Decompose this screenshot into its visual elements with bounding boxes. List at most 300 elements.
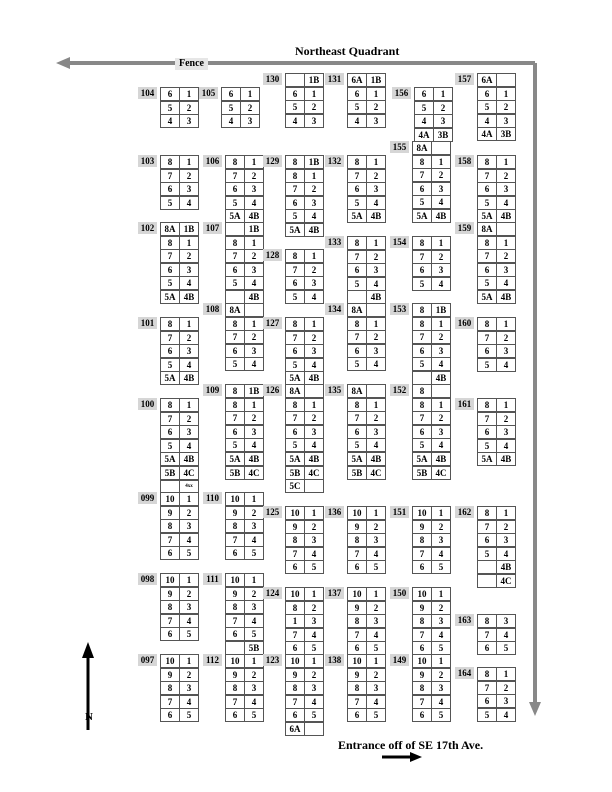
plot-cell: 4 [496,276,516,290]
plot-cell: 5A [285,452,305,466]
plot-cell: 4 [347,114,367,128]
plot-cell: 5 [179,708,199,722]
plot-cell: 5 [160,358,180,372]
plot-cell: 2 [496,169,516,183]
block-label-135: 135 [325,384,344,396]
plot-cell: 8 [477,506,497,520]
plot-cell: 2 [304,182,324,196]
plot-cell: 1B [244,222,264,236]
plot-cell: 4 [244,614,264,628]
plot-cell: 6 [160,182,180,196]
plot-cell: 4 [477,114,497,128]
plot-cell: 4 [179,439,199,453]
plot-cell: 5 [225,276,245,290]
plot-cell: 8 [285,249,305,263]
plot-cell: 6 [477,425,497,439]
block-label-105: 105 [199,87,218,99]
plot-cell: 4 [366,695,386,709]
plot-cell: 5 [179,546,199,560]
plot-cell: 5A [477,452,497,466]
plot-cell: 7 [347,547,367,561]
plot-cell: 1 [496,506,516,520]
plot-cell [366,303,386,317]
plot-cell: 8A [477,222,497,236]
plot-cell [366,384,386,398]
plot-cell: 2 [366,601,386,615]
plot-cell: 4B [304,452,324,466]
plot-cell: 5 [477,100,497,114]
plot-cell: 3 [496,425,516,439]
plot-cell: 2 [366,250,386,264]
plot-cell: 2 [244,506,264,520]
plot-cell: 5 [160,276,180,290]
plot-cell: 8A [412,141,432,155]
plot-cell: 1 [240,87,260,101]
plot-cell: 3B [433,128,453,142]
plot-cell: 2 [179,249,199,263]
plot-cell: 5C [285,479,305,493]
plot-cell: 5A [225,452,245,466]
plot-cell: 9 [285,520,305,534]
plot-cell: 8 [285,533,305,547]
plot-cell: 8 [285,317,305,331]
plot-cell: 7 [285,411,305,425]
plot-cell: 4B [304,223,324,237]
plot-cell: 2 [496,249,516,263]
plot-cell: 5 [160,439,180,453]
plot-cell: 9 [160,668,180,682]
plot-cell: 10 [160,573,180,587]
plot-cell: 6 [225,182,245,196]
plot-cell: 1 [496,398,516,412]
plot-cell: 6 [160,344,180,358]
plot-cell: 3 [304,681,324,695]
plot-cell: 9 [160,587,180,601]
plot-cell [304,479,324,493]
block-label-103: 103 [138,155,157,167]
plot-cell: 3 [304,114,324,128]
plot-cell: 3 [496,263,516,277]
plot-cell: 5 [244,546,264,560]
plot-cell: 5 [285,209,305,223]
block-label-099: 099 [138,492,157,504]
fence-label: Fence [175,58,208,70]
plot-cell: 7 [412,547,432,561]
plot-cell: 9 [225,668,245,682]
plot-cell: 4 [179,533,199,547]
plot-cell: 4 [304,358,324,372]
block-label-161: 161 [455,398,474,410]
plot-cell: 5 [347,277,367,291]
plot-cell: 5B [225,466,245,480]
plot-cell: 5 [366,708,386,722]
plot-cell: 4 [366,196,386,210]
block-label-130: 130 [263,73,282,85]
plot-cell: 5 [304,641,324,655]
plot-cell: 5 [304,708,324,722]
plot-cell: 3 [496,182,516,196]
plot-cell: 10 [285,654,305,668]
plot-cell: 9 [160,506,180,520]
plot-cell: 5 [414,101,434,115]
plot-cell: 6 [221,87,241,101]
plot-cell: 2 [366,520,386,534]
plot-cell: 4 [244,695,264,709]
plot-cell: 7 [477,412,497,426]
plot-cell [431,384,451,398]
plot-cell: 7 [225,695,245,709]
plot-cell: 10 [347,506,367,520]
plot-cell: 9 [225,506,245,520]
plot-cell: 4 [366,277,386,291]
plot-cell: 3 [496,694,516,708]
plot-cell: 4 [431,628,451,642]
plot-cell: 2 [179,169,199,183]
plot-cell: 3 [431,344,451,358]
plot-cell: 2 [179,331,199,345]
plot-cell: 3 [304,614,324,628]
plot-cell: 6 [347,641,367,655]
plot-cell: 2 [304,100,324,114]
fence-arrow-left [56,57,70,69]
plot-cell: 2 [431,520,451,534]
plot-cell: 8 [412,236,432,250]
plot-cell: 5A [225,209,245,223]
plot-cell: 8 [347,317,367,331]
plot-cell: 10 [285,587,305,601]
plot-cell: 3 [366,425,386,439]
plot-cell: 9 [285,668,305,682]
plot-cell: 4B [179,452,199,466]
plot-cell: 6 [412,425,432,439]
plot-cell: 1 [431,317,451,331]
plot-cell: 1 [496,236,516,250]
plot-cell: 8 [160,236,180,250]
plot-cell: 4 [244,276,264,290]
plot-cell: 5A [160,290,180,304]
plot-cell: 4C [304,466,324,480]
plot-cell: 2 [431,668,451,682]
plot-cell: 4A [414,128,434,142]
plot-cell: 10 [412,506,432,520]
block-label-164: 164 [455,667,474,679]
plot-cell: 4 [304,547,324,561]
plot-cell: 8 [225,681,245,695]
plot-cell [304,384,324,398]
plot-cell: 9 [412,601,432,615]
plot-cell: 1 [496,155,516,169]
plot-cell: 4 [431,438,451,452]
plot-cell: 4B [366,290,386,304]
plot-cell: 4B [244,290,264,304]
plot-cell: 7 [412,628,432,642]
plot-cell: 4 [221,114,241,128]
plot-cell: 2 [244,587,264,601]
plot-cell: 1 [304,87,324,101]
plot-cell: 4 [431,695,451,709]
plot-cell: 8 [285,398,305,412]
plot-cell [496,73,516,87]
plot-cell: 2 [304,263,324,277]
plot-cell: 3 [366,182,386,196]
plot-cell: 8 [225,600,245,614]
plot-cell: 6 [477,263,497,277]
plot-cell: 4B [179,290,199,304]
plot-cell [244,303,264,317]
plot-cell: 7 [477,169,497,183]
plot-cell: 3 [244,600,264,614]
plot-cell: 6 [285,425,305,439]
plot-cell: 8 [347,398,367,412]
plot-cell: 7 [412,695,432,709]
plot-cell: 2 [431,168,451,182]
map-title: Northeast Quadrant [295,44,400,58]
plot-cell: 3 [366,263,386,277]
plot-cell: 6 [285,344,305,358]
plot-cell: 5A [160,452,180,466]
block-label-098: 098 [138,573,157,585]
plot-cell: 1 [304,317,324,331]
plot-cell: 8 [225,398,245,412]
plot-cell: 6 [225,263,245,277]
plot-cell: 5 [347,100,367,114]
plot-cell: 8 [477,236,497,250]
plot-cell: 1 [366,506,386,520]
plot-cell: 4B [431,209,451,223]
block-label-162: 162 [455,506,474,518]
plot-cell: 4 [496,439,516,453]
plot-cell: 5 [225,196,245,210]
plot-cell: 4 [304,438,324,452]
plot-cell: 8 [347,155,367,169]
plot-cell [225,222,245,236]
block-label-163: 163 [455,614,474,626]
plot-cell: 1 [244,236,264,250]
block-label-150: 150 [390,587,409,599]
plot-cell [285,73,305,87]
plot-cell: 2 [431,411,451,425]
block-label-134: 134 [325,303,344,315]
block-label-111: 111 [203,573,222,585]
block-label-132: 132 [325,155,344,167]
plot-cell: 4C [244,466,264,480]
plot-cell: 1B [304,73,324,87]
plot-cell: 6 [285,708,305,722]
block-label-107: 107 [203,222,222,234]
plot-cell: 5 [477,547,497,561]
plot-cell: 5 [431,560,451,574]
plot-cell: 7 [160,695,180,709]
plot-cell: 4 [414,114,434,128]
plot-cell: 7 [160,169,180,183]
plot-cell: 2 [496,681,516,695]
plot-cell: 4C [179,466,199,480]
plot-cell: 9 [412,668,432,682]
plot-cell: 7 [285,263,305,277]
plot-cell: 2 [304,668,324,682]
plot-cell: 1 [304,398,324,412]
plot-cell: 1 [496,667,516,681]
block-label-138: 138 [325,654,344,666]
plot-cell: 4 [366,438,386,452]
block-label-160: 160 [455,317,474,329]
plot-cell: 7 [412,250,432,264]
plot-cell: 6 [347,560,367,574]
plot-cell: 4 [285,114,305,128]
plot-cell: 4 [496,358,516,372]
block-label-151: 151 [390,506,409,518]
plot-cell: 8 [412,398,432,412]
plot-cell: 6 [160,87,180,101]
plot-cell: 1 [431,398,451,412]
block-label-097: 097 [138,654,157,666]
plot-cell: 6 [412,641,432,655]
plot-cell: 7 [477,520,497,534]
plot-cell: 1 [179,236,199,250]
plot-cell: 1 [431,654,451,668]
plot-cell: 5 [285,358,305,372]
plot-cell: 6 [285,87,305,101]
plot-cell: 4C [366,466,386,480]
plot-cell: 6 [477,87,497,101]
plot-cell [496,222,516,236]
plot-cell: 1 [179,398,199,412]
plot-cell: 5B [347,466,367,480]
plot-cell: 4 [431,195,451,209]
plot-cell: 8 [412,155,432,169]
block-label-154: 154 [390,236,409,248]
block-label-124: 124 [263,587,282,599]
plot-cell: 1B [366,73,386,87]
plot-cell: 3 [179,600,199,614]
plot-cell: 8 [412,384,432,398]
plot-cell: 5 [412,438,432,452]
block-label-125: 125 [263,506,282,518]
plot-cell: 1 [179,155,199,169]
plot-cell: 3 [366,114,386,128]
plot-cell: 1 [304,587,324,601]
plot-cell: 3 [244,425,264,439]
plot-cell: 5A [285,223,305,237]
plot-cell: 9 [412,520,432,534]
plot-cell: 2 [244,668,264,682]
plot-cell: 8 [412,317,432,331]
plot-cell: 10 [160,654,180,668]
plot-cell: 3 [496,344,516,358]
plot-cell: 4 [179,196,199,210]
plot-cell: 3 [244,519,264,533]
plot-cell: 7 [225,249,245,263]
plot-cell: 2 [366,668,386,682]
plot-cell: 6 [347,263,367,277]
plot-cell: 8 [225,155,245,169]
plot-cell: 1 [285,614,305,628]
plot-cell: 1 [304,654,324,668]
plot-cell: 3 [496,114,516,128]
plot-cell: 4B [304,371,324,385]
plot-cell: 5A [412,452,432,466]
plot-cell: 4 [304,695,324,709]
plot-cell: 8A [160,222,180,236]
plot-cell: 4 [431,547,451,561]
plot-cell: 2 [244,411,264,425]
plot-cell: 6 [225,546,245,560]
plot-cell: 7 [285,628,305,642]
plot-cell: 4 [366,547,386,561]
plot-cell: 7 [477,249,497,263]
plot-cell: 4 [244,438,264,452]
plot-cell: 10 [225,654,245,668]
plot-cell: 1 [179,87,199,101]
plot-cell: 8 [347,681,367,695]
plot-cell [304,722,324,736]
plot-cell: 6 [347,182,367,196]
plot-cell: 3 [304,276,324,290]
plot-cell: 5 [285,438,305,452]
plot-cell: 5 [285,100,305,114]
plot-cell: 4 [304,290,324,304]
block-label-128: 128 [263,249,282,261]
plot-cell: 1 [244,573,264,587]
plot-cell: 8 [285,155,305,169]
plot-cell: 4 [244,533,264,547]
plot-cell: 4 [179,276,199,290]
plot-cell: 4A [477,127,497,141]
plot-cell: 1 [179,317,199,331]
plot-cell: 5 [431,641,451,655]
plot-cell: 3 [496,533,516,547]
plot-cell: 3B [496,127,516,141]
plot-cell: 4 [160,114,180,128]
plot-cell: 2 [304,411,324,425]
plot-cell [431,141,451,155]
block-label-157: 157 [455,73,474,85]
plot-cell: 1 [366,236,386,250]
plot-cell: 2 [244,249,264,263]
plot-cell: 7 [225,169,245,183]
plot-cell: 5 [179,627,199,641]
plot-cell: 10 [412,654,432,668]
plot-cell: 7 [225,411,245,425]
plot-cell: 6 [347,87,367,101]
plot-cell: 5 [477,439,497,453]
fence-arrow-down [529,702,541,716]
plot-cell: 7 [347,695,367,709]
plot-cell: 7 [225,330,245,344]
plot-cell: 1 [431,155,451,169]
plot-cell: 6A [347,73,367,87]
plot-cell: 4 [431,357,451,371]
plot-cell: 6 [412,344,432,358]
plot-cell: 8 [285,601,305,615]
plot-cell: 5A [477,290,497,304]
plot-cell: 1 [304,249,324,263]
plot-cell: 1 [179,573,199,587]
plot-cell: 1 [244,317,264,331]
plot-cell: 3 [179,519,199,533]
plot-cell: 5 [347,357,367,371]
plot-cell: 8 [347,614,367,628]
plot-cell: 6 [477,694,497,708]
plot-cell [412,371,432,385]
plot-cell: 8 [477,667,497,681]
plot-cell: 4B [431,452,451,466]
plot-cell: 6 [477,182,497,196]
plot-cell: 2 [179,412,199,426]
plot-cell: 3 [244,681,264,695]
plot-cell: 2 [304,331,324,345]
plot-cell: 5B [285,466,305,480]
